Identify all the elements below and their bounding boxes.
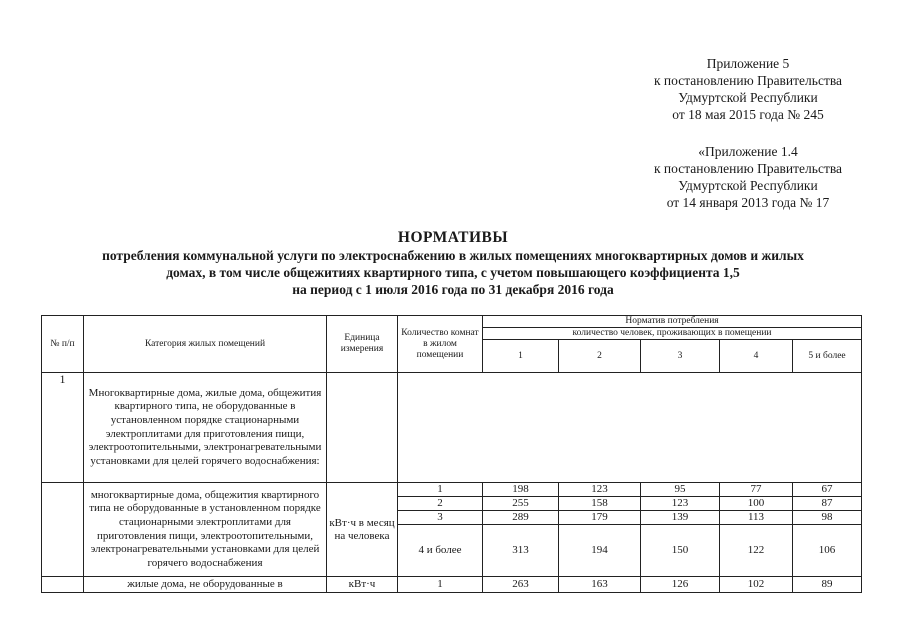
norms-table xyxy=(41,315,862,593)
title-main: НОРМАТИВЫ xyxy=(397,229,509,246)
value-cell: 106 xyxy=(793,525,862,577)
group1-num-cell xyxy=(42,483,84,577)
value-cell: 67 xyxy=(793,483,862,497)
value-cell: 126 xyxy=(641,577,720,593)
header-people-4: 4 xyxy=(720,340,793,373)
rooms-cell: 4 и более xyxy=(398,525,483,577)
value-cell: 113 xyxy=(720,511,793,525)
value-cell: 102 xyxy=(720,577,793,593)
value-cell: 179 xyxy=(559,511,641,525)
header-category: Категория жилых помещений xyxy=(84,316,327,373)
appendix-1-4-line2: к постановлению Правительства xyxy=(653,161,843,176)
value-cell: 150 xyxy=(641,525,720,577)
value-cell: 98 xyxy=(793,511,862,525)
rooms-cell: 3 xyxy=(398,511,483,525)
header-people-2: 2 xyxy=(559,340,641,373)
appendix-1-4-line4: от 14 января 2013 года № 17 xyxy=(666,195,830,210)
value-cell: 313 xyxy=(483,525,559,577)
value-cell: 87 xyxy=(793,497,862,511)
appendix-5-line4: от 18 мая 2015 года № 245 xyxy=(672,107,824,122)
section-blank-cell xyxy=(398,373,862,483)
value-cell: 89 xyxy=(793,577,862,593)
header-people-1: 1 xyxy=(483,340,559,373)
table-row xyxy=(42,483,862,497)
table-row xyxy=(42,373,862,483)
group2-category: жилые дома, не оборудованные в xyxy=(84,577,327,593)
group1-category: многоквартирные дома, общежития квартирного типа не оборудованные в установленном порядке стационарными электроплитами для приготовления пищи, электроотопительными, электронагревательными установками для целей горячего водоснабжения xyxy=(84,483,327,577)
appendix-1-4-line1: «Приложение 1.4 xyxy=(698,144,798,159)
header-norm: Норматив потребления xyxy=(483,316,862,328)
appendix-1-4-line3: Удмуртской Республики xyxy=(678,178,818,193)
value-cell: 77 xyxy=(720,483,793,497)
group1-unit: кВт·ч в месяц на человека xyxy=(327,483,398,577)
title-line1: потребления коммунальной услуги по электроснабжению в жилых помещениях многоквартирных домов и жилых xyxy=(102,248,804,263)
section-num: 1 xyxy=(42,373,84,483)
value-cell: 100 xyxy=(720,497,793,511)
value-cell: 263 xyxy=(483,577,559,593)
header-people: количество человек, проживающих в помещении xyxy=(483,328,862,340)
header-num: № п/п xyxy=(42,316,84,373)
value-cell: 158 xyxy=(559,497,641,511)
value-cell: 122 xyxy=(720,525,793,577)
appendix-5-line2: к постановлению Правительства xyxy=(653,73,843,88)
rooms-cell: 2 xyxy=(398,497,483,511)
value-cell: 123 xyxy=(641,497,720,511)
value-cell: 289 xyxy=(483,511,559,525)
appendix-5-line1: Приложение 5 xyxy=(706,56,790,71)
appendix-5-line3: Удмуртской Республики xyxy=(678,90,818,105)
header-rooms: Количество комнат в жилом помещении xyxy=(398,316,483,373)
appendix-5-header xyxy=(618,55,878,123)
value-cell: 198 xyxy=(483,483,559,497)
group2-num-cell xyxy=(42,577,84,593)
section-category: Многоквартирные дома, жилые дома, общежития квартирного типа, не оборудованные в установленном порядке стационарными электроплитами для приготовления пищи, электроотопительными, электронагревательными установками для целей горячего водоснабжения: xyxy=(84,373,327,483)
section-blank-cell xyxy=(327,373,398,483)
header-unit: Единица измерения xyxy=(327,316,398,373)
rooms-cell: 1 xyxy=(398,577,483,593)
value-cell: 163 xyxy=(559,577,641,593)
header-people-3: 3 xyxy=(641,340,720,373)
table-row xyxy=(42,577,862,593)
value-cell: 194 xyxy=(559,525,641,577)
value-cell: 255 xyxy=(483,497,559,511)
value-cell: 95 xyxy=(641,483,720,497)
rooms-cell: 1 xyxy=(398,483,483,497)
appendix-1-4-header xyxy=(618,143,878,211)
title-line3: на период с 1 июля 2016 года по 31 декабря 2016 года xyxy=(292,282,614,297)
title-line2: домах, в том числе общежитиях квартирного типа, с учетом повышающего коэффициента 1,5 xyxy=(166,265,740,280)
header-people-5: 5 и более xyxy=(793,340,862,373)
value-cell: 123 xyxy=(559,483,641,497)
group2-unit: кВт·ч xyxy=(327,577,398,593)
value-cell: 139 xyxy=(641,511,720,525)
document-title xyxy=(22,228,884,298)
